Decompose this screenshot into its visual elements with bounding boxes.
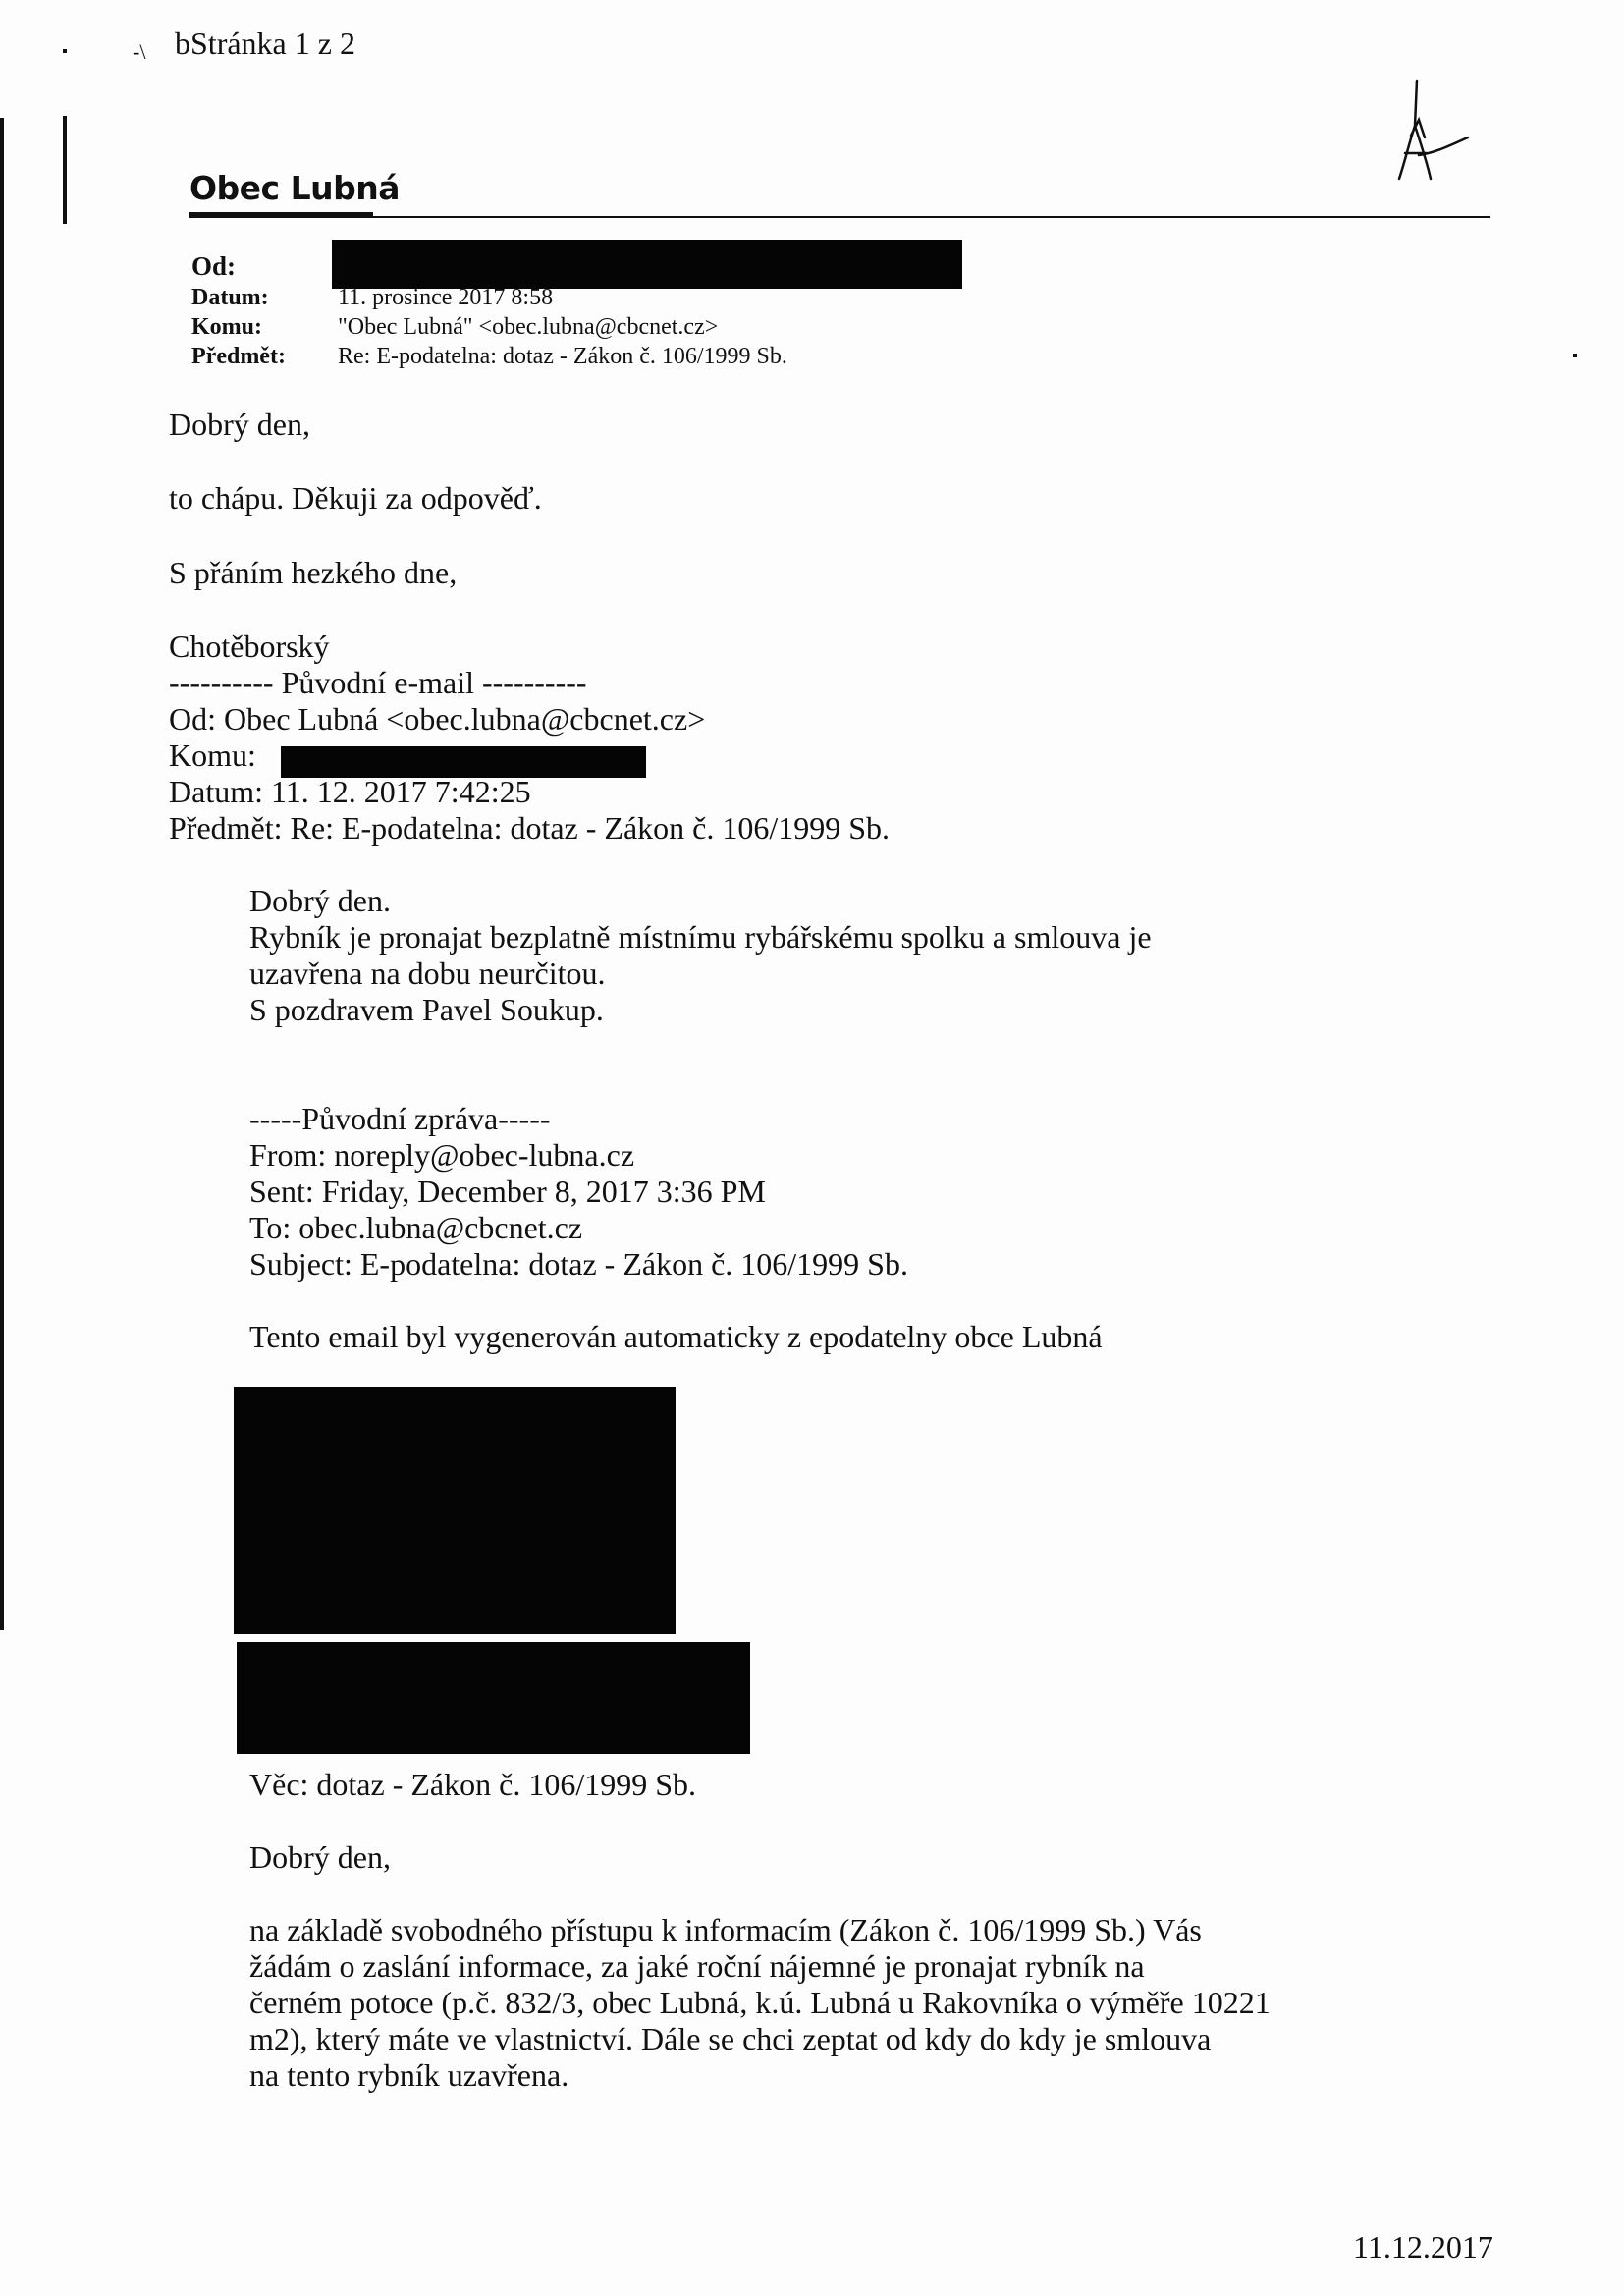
request-line: na základě svobodného přístupu k informacím (Zákon č. 106/1999 Sb.) Vás	[249, 1912, 1202, 1947]
scan-mark: -\	[133, 39, 146, 64]
reply-closing: S přáním hezkého dne,	[169, 555, 458, 590]
quote2-to: To: obec.lubna@cbcnet.cz	[249, 1210, 583, 1245]
redaction-block	[237, 1642, 750, 1754]
predmet-label: Předmět:	[191, 344, 286, 369]
quote2-sent: Sent: Friday, December 8, 2017 3:36 PM	[249, 1174, 766, 1209]
quote1-date: Datum: 11. 12. 2017 7:42:25	[169, 774, 531, 809]
request-greeting: Dobrý den,	[249, 1839, 391, 1875]
datum-label: Datum:	[191, 285, 269, 310]
quote1-body-line: uzavřena na dobu neurčitou.	[249, 956, 606, 991]
quote1-from: Od: Obec Lubná <obec.lubna@cbcnet.cz>	[169, 701, 706, 737]
organization-title: Obec Lubná	[189, 169, 401, 207]
quote1-to-label: Komu:	[169, 738, 256, 773]
od-label: Od:	[191, 251, 237, 281]
quote1-subject: Předmět: Re: E-podatelna: dotaz - Zákon č. 106/1999 Sb.	[169, 810, 891, 846]
datum-value: 11. prosince 2017 8:58	[338, 285, 554, 310]
scan-edge-line	[0, 118, 4, 1630]
scan-dot	[63, 49, 67, 53]
reply-line: to chápu. Děkuji za odpověď.	[169, 480, 542, 516]
quote1-body-line: S pozdravem Pavel Soukup.	[249, 992, 604, 1027]
quote1-body-line: Dobrý den.	[249, 883, 391, 918]
auto-note: Tento email byl vygenerován automaticky z epodatelny obce Lubná	[249, 1319, 1103, 1354]
komu-label: Komu:	[191, 314, 262, 340]
reply-name: Chotěborský	[169, 629, 330, 664]
footer-date: 11.12.2017	[1353, 2229, 1493, 2265]
quote1-separator: ---------- Původní e-mail ----------	[169, 665, 587, 700]
quote2-subject: Subject: E-podatelna: dotaz - Zákon č. 106/1999 Sb.	[249, 1246, 908, 1282]
request-line: žádám o zaslání informace, za jaké roční nájemné je pronajat rybník na	[249, 1948, 1145, 1984]
request-line: černém potoce (p.č. 832/3, obec Lubná, k.ú. Lubná u Rakovníka o výměře 10221	[249, 1985, 1271, 2020]
quote1-body-line: Rybník je pronajat bezplatně místnímu rybářskému spolku a smlouva je	[249, 919, 1152, 955]
redaction-sender	[332, 240, 962, 289]
page-label: bStránka 1 z 2	[175, 26, 355, 61]
request-line: na tento rybník uzavřena.	[249, 2057, 569, 2093]
komu-value: "Obec Lubná" <obec.lubna@cbcnet.cz>	[338, 314, 719, 340]
scan-mark-line	[63, 116, 67, 224]
quote2-separator: -----Původní zpráva-----	[249, 1101, 551, 1136]
header-divider	[189, 216, 1490, 218]
redaction-block	[234, 1387, 676, 1634]
scan-dot	[1573, 354, 1577, 357]
subject-line: Věc: dotaz - Zákon č. 106/1999 Sb.	[249, 1767, 696, 1802]
request-line: m2), který máte ve vlastnictví. Dále se chci zeptat od kdy do kdy je smlouva	[249, 2021, 1212, 2056]
reply-greeting: Dobrý den,	[169, 407, 310, 442]
quote2-from: From: noreply@obec-lubna.cz	[249, 1137, 635, 1173]
predmet-value: Re: E-podatelna: dotaz - Zákon č. 106/1999 Sb.	[338, 344, 787, 369]
signature-mark	[1370, 77, 1478, 185]
